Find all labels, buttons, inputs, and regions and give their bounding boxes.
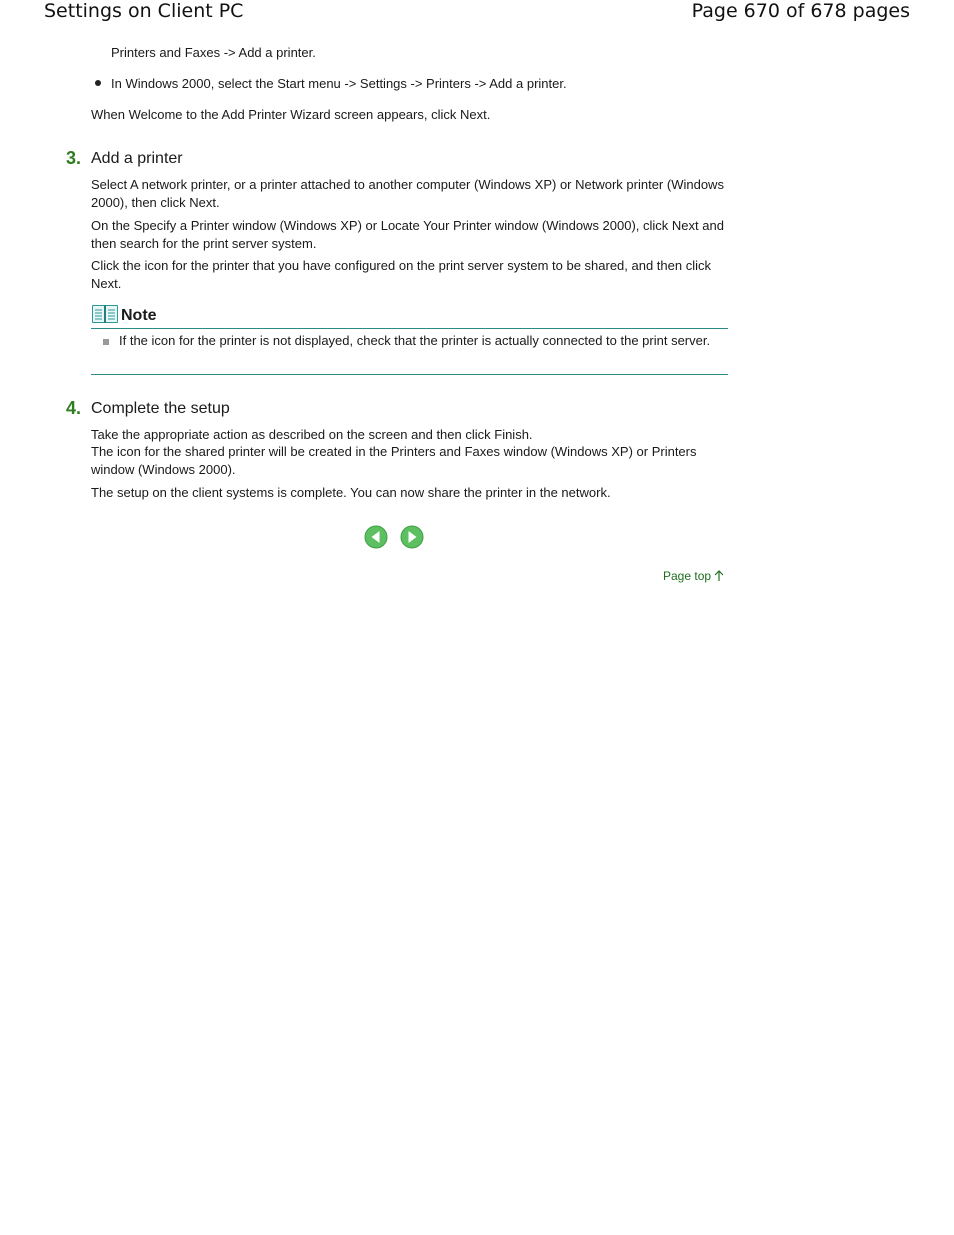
step-4-paragraph-2: The icon for the shared printer will be created in the Printers and Faxes window (Windows XP) or Printers window (Windows 2000). — [91, 444, 697, 477]
page-indicator: Page 670 of 678 pages — [691, 0, 910, 22]
note-box — [91, 303, 728, 375]
arrow-left-circle-icon — [364, 525, 388, 549]
page-top-label: Page top — [663, 569, 712, 583]
open-book-icon — [91, 303, 119, 325]
step-3-paragraph-1: Select A network printer, or a printer attached to another computer (Windows XP) or Network printer (Windows 2000), then click Next. — [91, 177, 724, 210]
step-3-title: Add a printer — [91, 150, 183, 167]
note-item: If the icon for the printer is not displayed, check that the printer is actually connected to the print server. — [119, 333, 711, 348]
arrow-up-icon — [713, 570, 725, 582]
square-bullet-icon — [103, 339, 109, 345]
page-top-link[interactable] — [663, 569, 725, 583]
bullet-icon — [95, 80, 101, 86]
intro-welcome: When Welcome to the Add Printer Wizard screen appears, click Next. — [91, 107, 491, 122]
page-navigation — [364, 525, 426, 549]
step-3-paragraph-2: On the Specify a Printer window (Windows XP) or Locate Your Printer window (Windows 2000), click Next and then search for the print server system. — [91, 218, 724, 251]
step-3-paragraph-3: Click the icon for the printer that you have configured on the print server system to be shared, and then click Next. — [91, 258, 711, 291]
step-4-title: Complete the setup — [91, 400, 230, 417]
step-4-number: 4. — [66, 398, 82, 418]
note-divider-top — [91, 328, 728, 329]
step-3-number: 3. — [66, 148, 82, 168]
note-divider-bottom — [91, 374, 728, 375]
intro-continuation: Printers and Faxes -> Add a printer. — [111, 45, 316, 60]
next-page-button[interactable] — [400, 525, 424, 549]
step-4-paragraph-1: Take the appropriate action as described on the screen and then click Finish. — [91, 427, 533, 442]
previous-page-button[interactable] — [364, 525, 388, 549]
step-4-paragraph-3: The setup on the client systems is complete. You can now share the printer in the network. — [91, 485, 611, 500]
document-title: Settings on Client PC — [44, 0, 244, 22]
intro-bullet-windows-2000: In Windows 2000, select the Start menu -> Settings -> Printers -> Add a printer. — [111, 76, 567, 91]
arrow-right-circle-icon — [400, 525, 424, 549]
note-label: Note — [121, 307, 157, 324]
page-header — [0, 0, 954, 26]
